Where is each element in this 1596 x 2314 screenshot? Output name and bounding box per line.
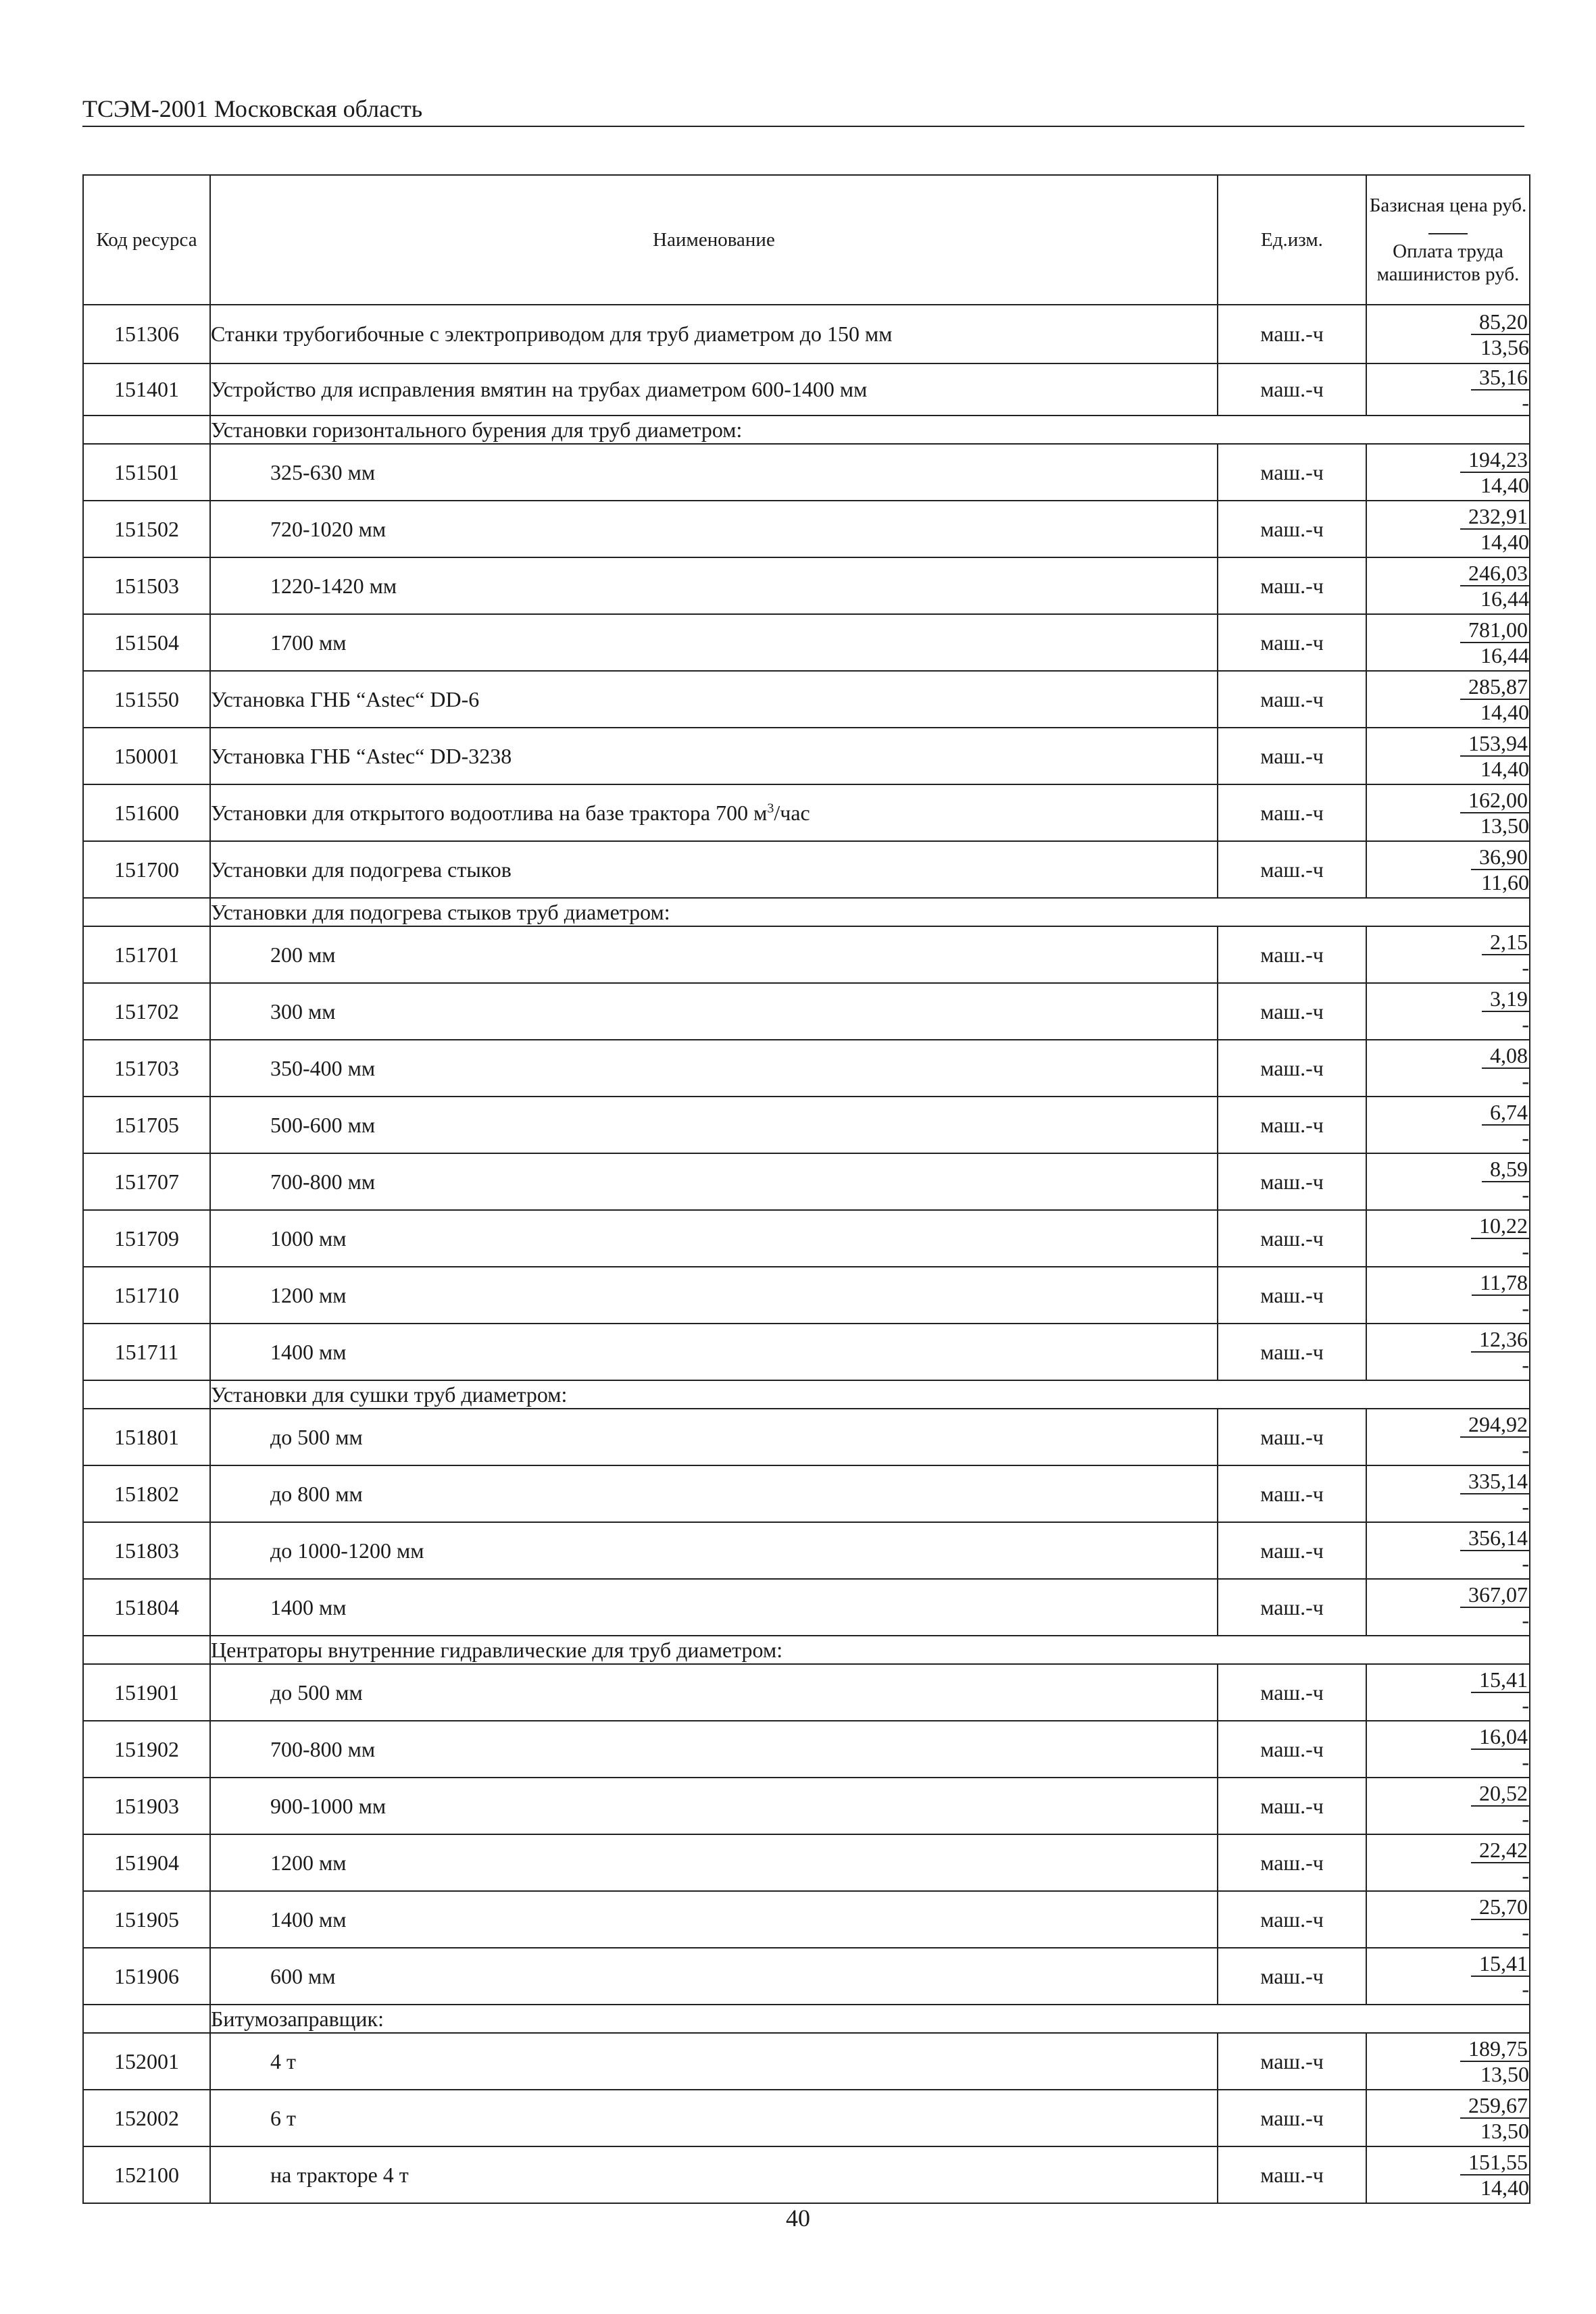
operator-wage: 14,40 xyxy=(1480,473,1529,497)
unit-of-measure: маш.-ч xyxy=(1218,501,1366,557)
unit-of-measure: маш.-ч xyxy=(1218,1948,1366,2005)
resource-name: Установка ГНБ “Astec“ DD-6 xyxy=(211,686,480,711)
price-cell xyxy=(1366,1409,1530,1465)
operator-wage: - xyxy=(1522,1126,1529,1150)
operator-wage: 13,50 xyxy=(1480,2062,1529,2086)
table-row xyxy=(83,1891,1530,1948)
unit-of-measure: маш.-ч xyxy=(1218,363,1366,416)
unit-of-measure: маш.-ч xyxy=(1218,1721,1366,1778)
operator-wage: 13,50 xyxy=(1480,813,1529,838)
resource-code: 151700 xyxy=(83,841,210,898)
operator-wage: 11,60 xyxy=(1481,870,1529,895)
operator-wage: - xyxy=(1522,1551,1529,1576)
unit-of-measure: маш.-ч xyxy=(1218,1324,1366,1380)
operator-wage: - xyxy=(1522,390,1529,415)
table-row xyxy=(83,1579,1530,1636)
unit-of-measure: маш.-ч xyxy=(1218,1664,1366,1721)
price-cell xyxy=(1366,1778,1530,1834)
table-header-row xyxy=(83,175,1530,305)
operator-wage: - xyxy=(1522,955,1529,980)
resource-name-cell xyxy=(210,1267,1218,1324)
resource-name-cell xyxy=(210,1721,1218,1778)
resource-name: 1700 мм xyxy=(270,630,347,655)
resource-name-tail: /час xyxy=(774,800,810,825)
page-number: 40 xyxy=(786,2205,810,2232)
unit-of-measure: маш.-ч xyxy=(1218,841,1366,898)
base-price: 2,15 xyxy=(1482,930,1529,955)
resource-name: 6 т xyxy=(270,2105,296,2130)
column-header-code: Код ресурса xyxy=(83,175,210,305)
table-row xyxy=(83,1210,1530,1267)
price-header-divider xyxy=(1428,233,1468,234)
operator-wage: - xyxy=(1522,1296,1529,1320)
resource-name-cell xyxy=(210,1834,1218,1891)
group-heading-row xyxy=(83,898,1530,926)
resource-name-cell xyxy=(210,1778,1218,1834)
resource-name: 1200 мм xyxy=(270,1282,347,1307)
resource-name: 700-800 мм xyxy=(270,1736,376,1761)
resource-name-cell xyxy=(210,2146,1218,2203)
operator-wage: - xyxy=(1522,1807,1529,1831)
resource-name: до 1000-1200 мм xyxy=(270,1538,424,1563)
unit-superscript: 3 xyxy=(767,800,774,815)
table-body xyxy=(83,305,1530,2203)
resource-name: 350-400 мм xyxy=(270,1055,376,1080)
base-price: 356,14 xyxy=(1460,1526,1529,1551)
resource-name-cell xyxy=(210,1097,1218,1153)
resource-name: 1400 мм xyxy=(270,1339,347,1364)
table-row xyxy=(83,444,1530,501)
price-cell xyxy=(1366,305,1530,363)
price-cell xyxy=(1366,1579,1530,1636)
price-cell xyxy=(1366,926,1530,983)
resource-code: 151904 xyxy=(83,1834,210,1891)
unit-of-measure: маш.-ч xyxy=(1218,1891,1366,1948)
resource-code: 151306 xyxy=(83,305,210,363)
column-header-unit: Ед.изм. xyxy=(1218,175,1366,305)
price-cell xyxy=(1366,1153,1530,1210)
resource-code: 151705 xyxy=(83,1097,210,1153)
group-heading-row xyxy=(83,1380,1530,1409)
resource-name-cell xyxy=(210,1522,1218,1579)
price-cell xyxy=(1366,557,1530,614)
price-cell xyxy=(1366,1834,1530,1891)
resource-name-cell xyxy=(210,363,1218,416)
resource-name-cell xyxy=(210,926,1218,983)
base-price: 15,41 xyxy=(1471,1951,1529,1977)
price-cell xyxy=(1366,1040,1530,1097)
table-row xyxy=(83,784,1530,841)
group-heading-title: Установки для сушки труб диаметром: xyxy=(210,1380,1530,1409)
price-cell xyxy=(1366,841,1530,898)
table-row xyxy=(83,1465,1530,1522)
price-cell xyxy=(1366,2033,1530,2090)
group-heading-row xyxy=(83,416,1530,444)
price-cell xyxy=(1366,1210,1530,1267)
resource-name-cell xyxy=(210,1324,1218,1380)
base-price: 151,55 xyxy=(1460,2150,1529,2175)
base-price: 189,75 xyxy=(1460,2036,1529,2062)
operator-wage: 14,40 xyxy=(1480,530,1529,554)
table-row xyxy=(83,1834,1530,1891)
resource-name: Установка ГНБ “Astec“ DD-3238 xyxy=(211,743,512,768)
unit-of-measure: маш.-ч xyxy=(1218,1040,1366,1097)
resource-name-cell xyxy=(210,983,1218,1040)
base-price: 294,92 xyxy=(1460,1412,1529,1438)
resource-code: 151503 xyxy=(83,557,210,614)
unit-of-measure: маш.-ч xyxy=(1218,983,1366,1040)
table-row xyxy=(83,728,1530,784)
operator-wage: - xyxy=(1522,1863,1529,1888)
resource-name: 500-600 мм xyxy=(270,1112,376,1137)
table-row xyxy=(83,1324,1530,1380)
table-row xyxy=(83,1040,1530,1097)
resource-name: 600 мм xyxy=(270,1963,336,1988)
resource-code: 151905 xyxy=(83,1891,210,1948)
operator-wage: - xyxy=(1522,1920,1529,1944)
resource-name-cell xyxy=(210,1040,1218,1097)
unit-of-measure: маш.-ч xyxy=(1218,728,1366,784)
resource-name: 1400 мм xyxy=(270,1907,347,1932)
resource-code: 151707 xyxy=(83,1153,210,1210)
table-row xyxy=(83,305,1530,363)
base-price: 153,94 xyxy=(1460,731,1529,757)
base-price: 162,00 xyxy=(1460,788,1529,813)
base-price: 10,22 xyxy=(1471,1213,1529,1239)
resource-code: 151550 xyxy=(83,671,210,728)
table-row xyxy=(83,2033,1530,2090)
resource-code: 152001 xyxy=(83,2033,210,2090)
base-price: 3,19 xyxy=(1482,986,1529,1012)
unit-of-measure: маш.-ч xyxy=(1218,2090,1366,2146)
column-header-name: Наименование xyxy=(210,175,1218,305)
table-row xyxy=(83,1664,1530,1721)
operator-wage: - xyxy=(1522,1438,1529,1462)
base-price: 12,36 xyxy=(1471,1327,1529,1353)
base-price: 8,59 xyxy=(1482,1157,1529,1182)
operator-wage: - xyxy=(1522,1353,1529,1377)
resource-code: 151802 xyxy=(83,1465,210,1522)
resource-name: до 500 мм xyxy=(270,1680,363,1705)
price-cell xyxy=(1366,1721,1530,1778)
resource-code: 151504 xyxy=(83,614,210,671)
base-price: 246,03 xyxy=(1460,561,1529,586)
price-cell xyxy=(1366,2146,1530,2203)
base-price: 285,87 xyxy=(1460,674,1529,700)
operator-wage: 13,50 xyxy=(1480,2119,1529,2143)
resource-code: 150001 xyxy=(83,728,210,784)
table-row xyxy=(83,363,1530,416)
price-cell xyxy=(1366,1948,1530,2005)
resource-code: 151701 xyxy=(83,926,210,983)
price-cell xyxy=(1366,1267,1530,1324)
operator-wage: - xyxy=(1522,1182,1529,1207)
table-row xyxy=(83,926,1530,983)
base-price: 15,41 xyxy=(1471,1667,1529,1693)
resource-name: Установки для открытого водоотлива на базе трактора 700 м xyxy=(211,800,768,825)
resource-code: 152100 xyxy=(83,2146,210,2203)
table-row xyxy=(83,671,1530,728)
table-row xyxy=(83,614,1530,671)
base-price: 22,42 xyxy=(1471,1838,1529,1863)
unit-of-measure: маш.-ч xyxy=(1218,1465,1366,1522)
table-row xyxy=(83,1721,1530,1778)
resource-name: 1400 мм xyxy=(270,1594,347,1619)
resource-name-cell xyxy=(210,1409,1218,1465)
group-heading-title: Битумозаправщик: xyxy=(210,2005,1530,2033)
page-header xyxy=(82,93,1524,127)
unit-of-measure: маш.-ч xyxy=(1218,1097,1366,1153)
base-price: 335,14 xyxy=(1460,1469,1529,1494)
price-cell xyxy=(1366,1324,1530,1380)
resource-name: 1200 мм xyxy=(270,1850,347,1875)
resource-table xyxy=(82,174,1530,2204)
resource-code: 151801 xyxy=(83,1409,210,1465)
document-title: ТСЭМ-2001 Московская область xyxy=(82,95,423,122)
resource-code: 151906 xyxy=(83,1948,210,2005)
unit-of-measure: маш.-ч xyxy=(1218,2146,1366,2203)
resource-name-cell xyxy=(210,444,1218,501)
resource-code: 151903 xyxy=(83,1778,210,1834)
resource-name-cell xyxy=(210,728,1218,784)
base-price: 194,23 xyxy=(1460,447,1529,473)
resource-name-cell xyxy=(210,1465,1218,1522)
resource-code: 151709 xyxy=(83,1210,210,1267)
unit-of-measure: маш.-ч xyxy=(1218,614,1366,671)
resource-name-cell xyxy=(210,1891,1218,1948)
unit-of-measure: маш.-ч xyxy=(1218,1210,1366,1267)
base-price: 85,20 xyxy=(1471,309,1529,335)
price-cell xyxy=(1366,784,1530,841)
base-price: 4,08 xyxy=(1482,1043,1529,1069)
price-cell xyxy=(1366,1522,1530,1579)
resource-name-cell xyxy=(210,671,1218,728)
operator-wage: 14,40 xyxy=(1480,700,1529,724)
resource-name-cell xyxy=(210,1579,1218,1636)
unit-of-measure: маш.-ч xyxy=(1218,1778,1366,1834)
operator-wage: - xyxy=(1522,1012,1529,1036)
unit-of-measure: маш.-ч xyxy=(1218,1153,1366,1210)
base-price: 259,67 xyxy=(1460,2093,1529,2119)
group-heading-row xyxy=(83,2005,1530,2033)
resource-code: 151804 xyxy=(83,1579,210,1636)
resource-code: 151711 xyxy=(83,1324,210,1380)
resource-name: до 500 мм xyxy=(270,1424,363,1449)
table-row xyxy=(83,1153,1530,1210)
resource-name: Устройство для исправления вмятин на трубах диаметром 600-1400 мм xyxy=(211,377,868,401)
table-row xyxy=(83,1409,1530,1465)
base-price: 35,16 xyxy=(1471,365,1529,391)
price-cell xyxy=(1366,983,1530,1040)
resource-code: 151401 xyxy=(83,363,210,416)
operator-wage: 16,44 xyxy=(1480,643,1529,668)
group-heading-title: Установки для подогрева стыков труб диаметром: xyxy=(210,898,1530,926)
resource-code: 151502 xyxy=(83,501,210,557)
operator-wage: - xyxy=(1522,1069,1529,1093)
table-row xyxy=(83,1097,1530,1153)
group-heading-spacer xyxy=(83,1380,210,1409)
resource-name-cell xyxy=(210,841,1218,898)
resource-code: 151501 xyxy=(83,444,210,501)
resource-name-cell xyxy=(210,784,1218,841)
resource-name: 300 мм xyxy=(270,999,336,1024)
price-cell xyxy=(1366,614,1530,671)
unit-of-measure: маш.-ч xyxy=(1218,1522,1366,1579)
resource-name-cell xyxy=(210,557,1218,614)
unit-of-measure: маш.-ч xyxy=(1218,671,1366,728)
unit-of-measure: маш.-ч xyxy=(1218,926,1366,983)
resource-name: 900-1000 мм xyxy=(270,1793,386,1818)
resource-code: 152002 xyxy=(83,2090,210,2146)
price-cell xyxy=(1366,671,1530,728)
group-heading-title: Центраторы внутренние гидравлические для труб диаметром: xyxy=(210,1636,1530,1664)
group-heading-title: Установки горизонтального бурения для труб диаметром: xyxy=(210,416,1530,444)
resource-code: 151600 xyxy=(83,784,210,841)
operator-wage: - xyxy=(1522,1977,1529,2001)
unit-of-measure: маш.-ч xyxy=(1218,305,1366,363)
price-cell xyxy=(1366,2090,1530,2146)
price-cell xyxy=(1366,1465,1530,1522)
unit-of-measure: маш.-ч xyxy=(1218,1409,1366,1465)
price-cell xyxy=(1366,363,1530,416)
resource-code: 151901 xyxy=(83,1664,210,1721)
table-row xyxy=(83,1267,1530,1324)
resource-name: 325-630 мм xyxy=(270,459,376,484)
base-price: 16,04 xyxy=(1471,1724,1529,1750)
unit-of-measure: маш.-ч xyxy=(1218,557,1366,614)
price-cell xyxy=(1366,1891,1530,1948)
base-price: 25,70 xyxy=(1471,1894,1529,1920)
resource-name-cell xyxy=(210,1210,1218,1267)
price-cell xyxy=(1366,1097,1530,1153)
table-row xyxy=(83,1948,1530,2005)
resource-code: 151902 xyxy=(83,1721,210,1778)
base-price: 232,91 xyxy=(1460,504,1529,530)
resource-code: 151702 xyxy=(83,983,210,1040)
resource-name: Станки трубогибочные с электроприводом для труб диаметром до 150 мм xyxy=(211,322,893,346)
table-row xyxy=(83,501,1530,557)
price-header-bottom: Оплата труда машинистов руб. xyxy=(1376,241,1520,285)
group-heading-spacer xyxy=(83,2005,210,2033)
base-price: 20,52 xyxy=(1471,1781,1529,1807)
operator-wage: - xyxy=(1522,1750,1529,1774)
resource-name-cell xyxy=(210,1153,1218,1210)
resource-name: Установки для подогрева стыков xyxy=(211,857,512,882)
unit-of-measure: маш.-ч xyxy=(1218,1579,1366,1636)
group-heading-spacer xyxy=(83,898,210,926)
resource-name-cell xyxy=(210,2033,1218,2090)
base-price: 11,78 xyxy=(1472,1270,1529,1296)
base-price: 781,00 xyxy=(1460,618,1529,643)
resource-name-cell xyxy=(210,1664,1218,1721)
resource-name: 700-800 мм xyxy=(270,1169,376,1194)
operator-wage: 14,40 xyxy=(1480,757,1529,781)
resource-name: 1220-1420 мм xyxy=(270,573,397,598)
unit-of-measure: маш.-ч xyxy=(1218,1267,1366,1324)
operator-wage: 13,56 xyxy=(1480,334,1529,359)
resource-name: 4 т xyxy=(270,2048,296,2073)
resource-name: на тракторе 4 т xyxy=(270,2162,409,2187)
resource-code: 151710 xyxy=(83,1267,210,1324)
resource-code: 151703 xyxy=(83,1040,210,1097)
operator-wage: 16,44 xyxy=(1480,586,1529,611)
table-row xyxy=(83,1778,1530,1834)
table-row xyxy=(83,2090,1530,2146)
operator-wage: 14,40 xyxy=(1480,2175,1529,2200)
resource-name: 720-1020 мм xyxy=(270,516,386,541)
table-row xyxy=(83,1522,1530,1579)
resource-name-cell xyxy=(210,2090,1218,2146)
unit-of-measure: маш.-ч xyxy=(1218,444,1366,501)
operator-wage: - xyxy=(1522,1494,1529,1519)
resource-name: 1000 мм xyxy=(270,1226,347,1251)
price-cell xyxy=(1366,501,1530,557)
table-row xyxy=(83,2146,1530,2203)
group-heading-row xyxy=(83,1636,1530,1664)
table-row xyxy=(83,841,1530,898)
price-cell xyxy=(1366,728,1530,784)
column-header-price xyxy=(1366,175,1530,305)
base-price: 367,07 xyxy=(1460,1582,1529,1608)
table-row xyxy=(83,983,1530,1040)
unit-of-measure: маш.-ч xyxy=(1218,1834,1366,1891)
operator-wage: - xyxy=(1522,1608,1529,1632)
resource-name-cell xyxy=(210,501,1218,557)
resource-name-cell xyxy=(210,1948,1218,2005)
resource-name: до 800 мм xyxy=(270,1481,363,1506)
resource-name-cell xyxy=(210,614,1218,671)
group-heading-spacer xyxy=(83,416,210,444)
price-cell xyxy=(1366,1664,1530,1721)
resource-name: 200 мм xyxy=(270,942,336,967)
operator-wage: - xyxy=(1522,1693,1529,1717)
resource-name-cell xyxy=(210,305,1218,363)
group-heading-spacer xyxy=(83,1636,210,1664)
base-price: 6,74 xyxy=(1482,1100,1529,1126)
price-header-top: Базисная цена руб. xyxy=(1369,195,1527,216)
base-price: 36,90 xyxy=(1471,845,1529,870)
unit-of-measure: маш.-ч xyxy=(1218,2033,1366,2090)
table-row xyxy=(83,557,1530,614)
operator-wage: - xyxy=(1522,1239,1529,1263)
resource-code: 151803 xyxy=(83,1522,210,1579)
unit-of-measure: маш.-ч xyxy=(1218,784,1366,841)
price-cell xyxy=(1366,444,1530,501)
